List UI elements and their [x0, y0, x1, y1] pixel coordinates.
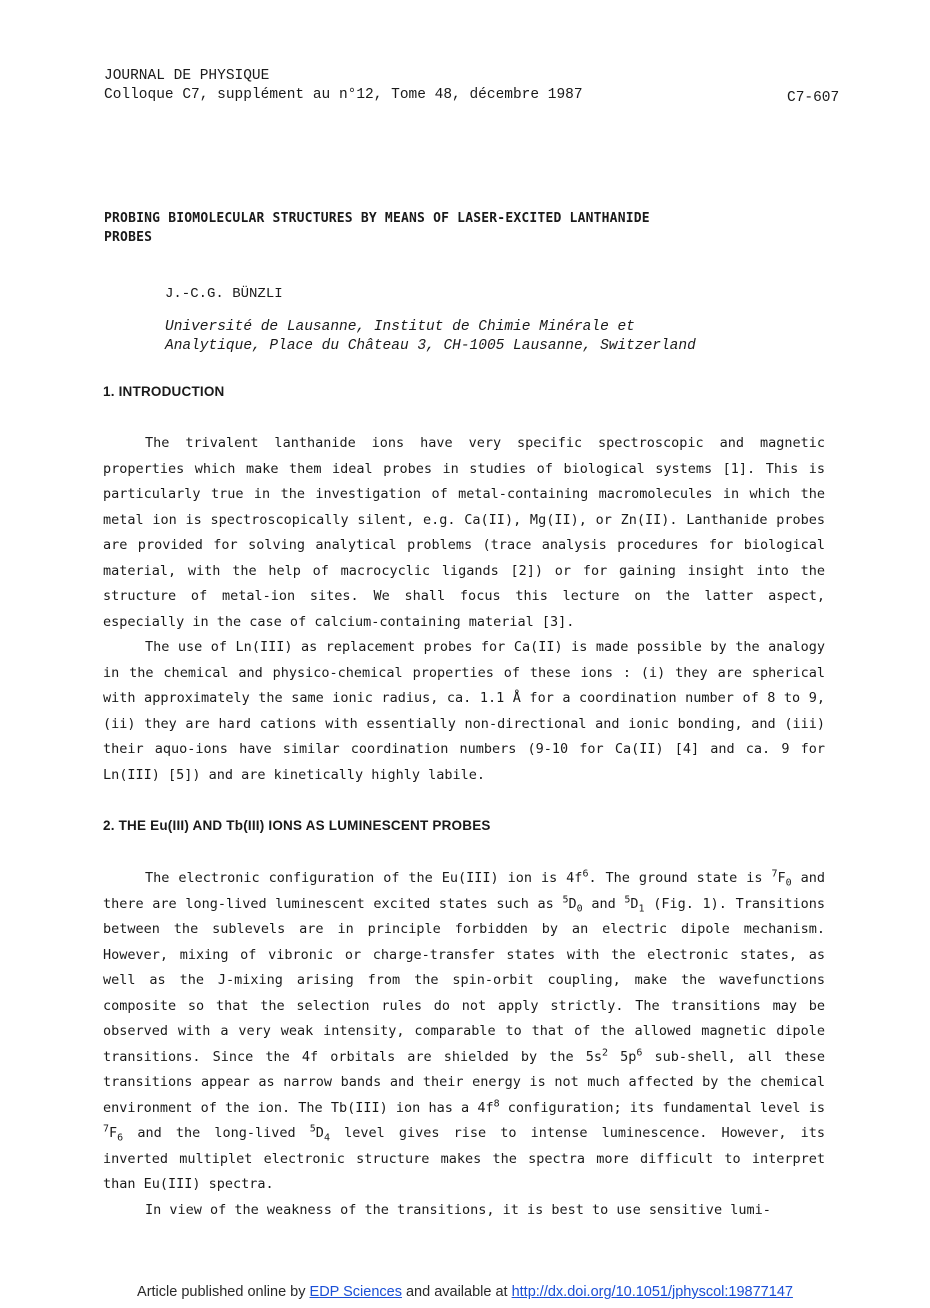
publication-footer [0, 1284, 930, 1300]
affiliation-line1: Université de Lausanne, Institut de Chimie Minérale et [165, 319, 635, 335]
author: J.-C.G. BÜNZLI [165, 286, 283, 302]
colloque-line: Colloque C7, supplément au n°12, Tome 48, décembre 1987 [104, 87, 583, 103]
paragraph: The trivalent lanthanide ions have very specific spectroscopic and magnetic properties which make them ideal probes in studies of biological systems [1]. This is particularly true in the investigation of metal-containing macromolecules in which the metal ion is spectroscopically silent, e.g. Ca(II), Mg(II), or Zn(II). Lanthanide probes are provided for solving analytical problems (trace analysis procedures for biological material, with the help of macrocyclic ligands [2]) or for gaining insight into the structure of metal-ion sites. We shall focus this lecture on the latter aspect, especially in the case of calcium-containing material [3]. [103, 435, 825, 630]
doi-link[interactable]: http://dx.doi.org/10.1051/jphyscol:19877147 [511, 1284, 793, 1300]
paragraph: In view of the weakness of the transitions, it is best to use sensitive lumi- [145, 1201, 771, 1218]
section-introduction-body [103, 431, 825, 788]
paragraph: The electronic configuration of the Eu(III) ion is $4f^6$. The ground state is $^7F_0$ and there are long-lived luminescent excited states such as $^5D_0$ and $^5D_1$ (Fig. 1). Transitions between the sublevels are in principle forbidden by an electric dipole mechanism. However, mixing of vibronic or charge-transfer states with the electronic states, as well as the J-mixing arising from the spin-orbit coupling, make the wavefunctions composite so that the selection rules do not apply strictly. The transitions may be observed with a very weak intensity, comparable to that of the allowed magnetic dipole transitions. Since the 4f orbitals are shielded by the $5s^2$ $5p^6$ sub-shell, all these transitions appear as narrow bands and their energy is not much affected by the chemical environment of the ion. The Tb(III) ion has a $4f^8$ configuration; its fundamental level is $^7F_6$ and the long-lived $^5D_4$ level gives rise to intense luminescence. However, its inverted multiplet electronic structure makes the spectra more difficult to interpret than Eu(III) spectra. [103, 868, 826, 1192]
section-luminescent-body [103, 866, 825, 1223]
page-code: C7-607 [787, 90, 840, 106]
edp-sciences-link[interactable]: EDP Sciences [309, 1284, 402, 1300]
journal-name: JOURNAL DE PHYSIQUE [104, 68, 270, 84]
affiliation-line2: Analytique, Place du Château 3, CH-1005 Lausanne, Switzerland [165, 338, 696, 354]
footer-middle: and available at [401, 1284, 512, 1300]
section-heading-introduction: 1. INTRODUCTION [103, 384, 225, 399]
paragraph: The use of Ln(III) as replacement probes for Ca(II) is made possible by the analogy in the chemical and physico-chemical properties of these ions : (i) they are spherical with approximately the same ionic radius, ca. 1.1 Å for a coordination number of 8 to 9, (ii) they are hard cations with essentially non-directional and ionic bonding, and (iii) their aquo-ions have similar coordination numbers (9-10 for Ca(II) [4] and ca. 9 for Ln(III) [5]) and are kinetically highly labile. [103, 639, 825, 783]
section-heading-luminescent-probes: 2. THE Eu(III) AND Tb(III) IONS AS LUMINESCENT PROBES [103, 818, 491, 833]
article-title-line2: PROBES [104, 230, 153, 245]
article-title-line1: PROBING BIOMOLECULAR STRUCTURES BY MEANS OF LASER-EXCITED LANTHANIDE [104, 211, 650, 226]
footer-prefix: Article published online by [137, 1284, 310, 1300]
